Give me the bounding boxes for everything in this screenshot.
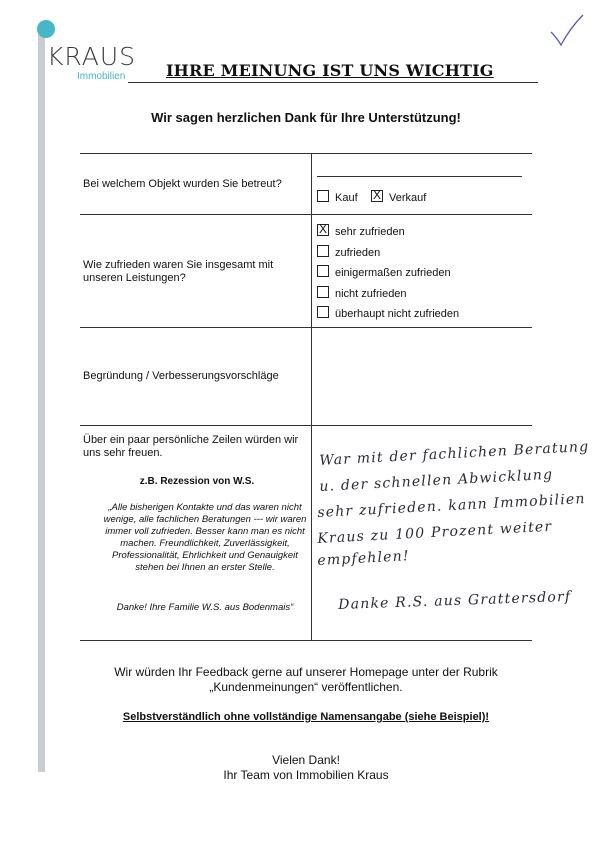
checkbox[interactable]: X: [318, 222, 327, 236]
handwritten-line: sehr zufrieden. kann Immobilien: [317, 490, 587, 521]
option-nicht-zufrieden[interactable]: [317, 286, 407, 301]
checkbox[interactable]: [317, 265, 329, 277]
table-rule-1: [80, 214, 532, 215]
option-label: Verkauf: [389, 192, 427, 204]
page-heading: IHRE MEINUNG IST UNS WICHTIG: [166, 61, 494, 80]
footer-line: Ihr Team von Immobilien Kraus: [223, 768, 389, 782]
example-quote: „Alle bisherigen Kontakte und das waren nicht wenige, alle fachlichen Beratungen --- wir waren immer voll zufrieden. Besser kann man es nicht machen. Freundlichkeit, Zuverlässigkeit, Professionalität, Ehrlichkeit und Genauigkeit stehen bei Ihnen an erster Stelle.: [103, 502, 307, 573]
example-title: z.B. Rezession von W.S.: [139, 476, 255, 487]
thanks-line: Wir sagen herzlichen Dank für Ihre Unterstützung!: [151, 110, 461, 125]
handwritten-line: War mit der fachlichen Beratung: [319, 438, 590, 469]
option-label: überhaupt nicht zufrieden: [335, 308, 460, 320]
table-rule-3: [80, 425, 532, 426]
option-ueberhaupt-nicht-zufrieden[interactable]: [317, 306, 459, 321]
option-label: nicht zufrieden: [335, 288, 407, 300]
footer-disclaimer: Selbstverständlich ohne vollständige Namensangabe (siehe Beispiel)!: [122, 711, 490, 723]
table-rule-bottom: [80, 640, 532, 641]
handwritten-line: empfehlen!: [317, 548, 411, 569]
checkbox-kauf[interactable]: [317, 190, 329, 202]
question-satisfaction: Wie zufrieden waren Sie insgesamt mit unseren Leistungen?: [83, 259, 274, 284]
option-label: Kauf: [335, 192, 358, 204]
footer-signoff: [80, 753, 532, 783]
question-personal-lines: Über ein paar persönliche Zeilen würden wir uns sehr freuen.: [83, 434, 299, 459]
handwritten-line: u. der schnellen Abwicklung: [319, 466, 554, 495]
option-zufrieden[interactable]: [317, 245, 380, 260]
footer-line: Wir würden Ihr Feedback gerne auf unserer Homepage unter der Rubrik: [114, 665, 498, 679]
checkmark-icon: [548, 12, 586, 48]
footer-feedback-text: [80, 665, 532, 695]
option-einigermassen-zufrieden[interactable]: [317, 265, 451, 280]
table-rule-2: [80, 327, 532, 328]
example-signature: Danke! Ihre Familie W.S. aus Bodenmais“: [116, 602, 294, 613]
checkbox-verkauf[interactable]: X: [372, 188, 381, 202]
heading-rule: [128, 82, 538, 83]
footer-line: „Kundenmeinungen“ veröffentlichen.: [209, 680, 403, 694]
footer-line: Vielen Dank!: [272, 753, 340, 767]
logo-wordmark: KRAUS: [47, 42, 137, 71]
logo-subtitle: Immobilien: [77, 71, 126, 82]
sidebar-stripe: [38, 32, 45, 772]
option-kauf[interactable]: [317, 190, 358, 205]
answer-line: [317, 176, 522, 177]
handwritten-signature: Danke R.S. aus Grattersdorf: [338, 588, 572, 613]
checkbox[interactable]: [317, 286, 329, 298]
option-label: zufrieden: [335, 247, 381, 259]
option-label: einigermaßen zufrieden: [335, 267, 451, 279]
logo-dot-icon: [37, 20, 55, 38]
option-label: sehr zufrieden: [335, 226, 405, 238]
question-object: Bei welchem Objekt wurden Sie betreut?: [83, 178, 282, 190]
handwritten-line: Kraus zu 100 Prozent weiter: [317, 518, 553, 547]
question-reasons: Begründung / Verbesserungsvorschläge: [83, 370, 279, 382]
table-rule-top: [80, 153, 532, 154]
table-divider: [311, 153, 312, 640]
checkbox[interactable]: [317, 306, 329, 318]
option-verkauf[interactable]: [371, 190, 426, 205]
checkbox[interactable]: [317, 245, 329, 257]
option-sehr-zufrieden[interactable]: [317, 224, 405, 239]
